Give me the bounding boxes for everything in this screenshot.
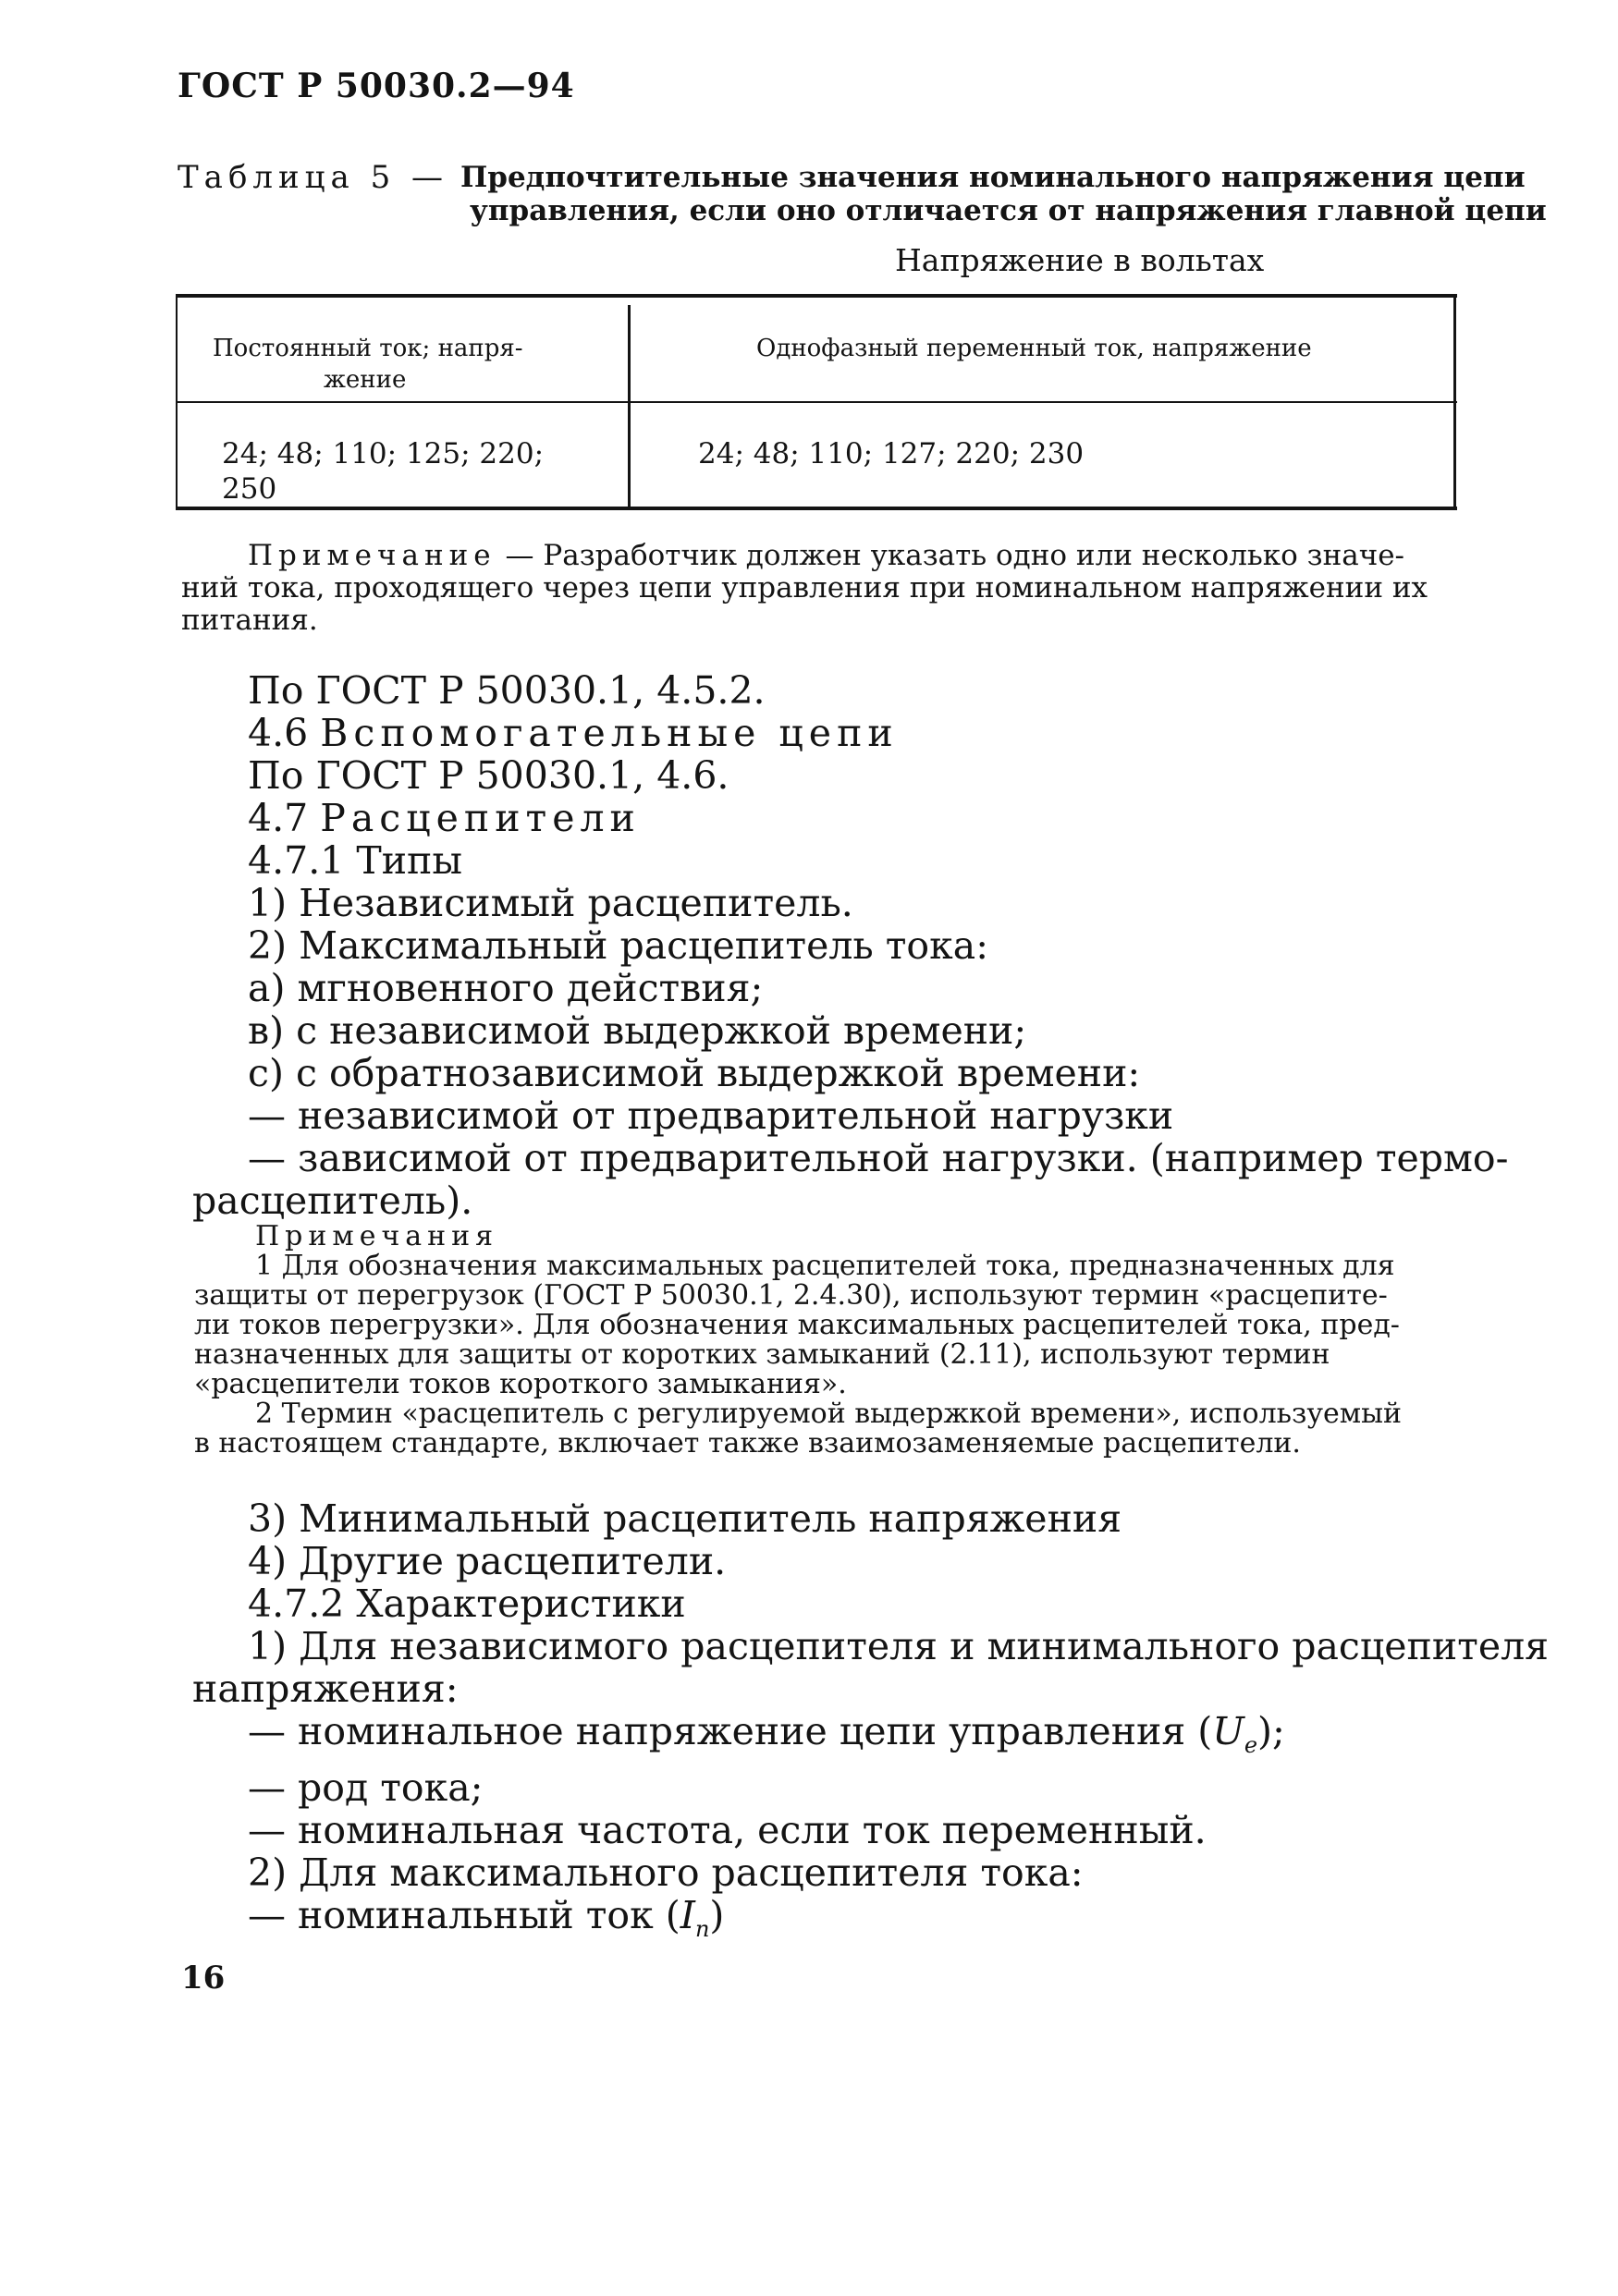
list-item: — номинальный ток $(I_n)$ — [248, 1893, 725, 1943]
table-title-line-2: управления, если оно отличается от напряжения главной цепи — [470, 194, 1547, 227]
note-line: в настоящем стандарте, включает также взаимозаменяемые расцепители. — [194, 1427, 1301, 1459]
table-column-rule — [628, 305, 631, 510]
list-item: с) с обратнозависимой выдержкой времени: — [248, 1051, 1141, 1095]
list-item: 1) Для независимого расцепителя и минимального расцепителя — [248, 1624, 1550, 1668]
cell-ac-values: 24; 48; 110; 127; 220; 230 — [698, 437, 1085, 470]
note-line: защиты от перегрузок (ГОСТ Р 50030.1, 2.4.30), используют термин «расцепите- — [194, 1279, 1388, 1312]
table-left-rule — [176, 294, 178, 510]
table-top-rule — [176, 294, 1457, 298]
section-heading: 4.7 Расцепители — [248, 796, 641, 840]
note-line: 2 Термин «расцепитель с регулируемой выдержкой времени», используемый — [255, 1398, 1402, 1430]
paragraph: По ГОСТ Р 50030.1, 4.5.2. — [248, 668, 766, 713]
table-bottom-rule — [176, 507, 1457, 510]
list-item: а) мгновенного действия; — [248, 966, 764, 1010]
list-item: — номинальная частота, если ток переменный. — [248, 1808, 1207, 1853]
paragraph: По ГОСТ Р 50030.1, 4.6. — [248, 753, 729, 798]
table-label: Таблица 5 — — [178, 159, 449, 196]
list-item: 2) Для максимального расцепителя тока: — [248, 1850, 1084, 1896]
column-header-ac: Однофазный переменный ток, напряжение — [756, 335, 1312, 362]
column-header-dc: Постоянный ток; напря- жение — [213, 335, 523, 394]
notes-title: Примечания — [255, 1220, 499, 1252]
notes — [194, 1220, 1402, 1459]
subsection-heading: 4.7.1 Типы — [248, 838, 462, 883]
cell-dc-values: 24; 48; 110; 125; 220; 250 — [222, 437, 545, 506]
list-item: 1) Независимый расцепитель. — [248, 881, 853, 925]
list-item: — род тока; — [248, 1765, 484, 1811]
note-line: назначенных для защиты от коротких замыканий (2.11), используют термин — [194, 1338, 1330, 1371]
table-title-line-1: Предпочтительные значения номинального напряжения цепи — [460, 161, 1526, 194]
table-units: Напряжение в вольтах — [895, 242, 1265, 278]
document-header: ГОСТ Р 50030.2—94 — [178, 67, 575, 105]
note-line: «расцепители токов короткого замыкания». — [194, 1368, 847, 1400]
table-right-rule — [1453, 294, 1456, 510]
list-item: 2) Максимальный расцепитель тока: — [248, 923, 989, 968]
table-note-label: Примечание — [248, 539, 496, 572]
subsection-heading: 4.7.2 Характеристики — [248, 1582, 686, 1626]
body-text-2 — [192, 1496, 1550, 1950]
list-item: — номинальное напряжение цепи управления $(U_e)$; — [248, 1709, 1285, 1759]
note-line: 1 Для обозначения максимальных расцепителей тока, предназначенных для — [255, 1250, 1395, 1282]
body-text — [192, 668, 1509, 1223]
list-item: — зависимой от предварительной нагрузки. (например термо- — [248, 1136, 1509, 1180]
list-item-continuation: расцепитель). — [192, 1179, 473, 1223]
section-heading: 4.6 Вспомогательные цепи — [248, 711, 899, 755]
table-note: Примечание — Разработчик должен указать одно или несколько значе- ний тока, проходящего через цепи управления при номинальном напряжении их питания. — [181, 539, 1428, 637]
list-item: 3) Минимальный расцепитель напряжения — [248, 1496, 1122, 1541]
note-line: ли токов перегрузки». Для обозначения максимальных расцепителей тока, пред- — [194, 1309, 1400, 1341]
list-item-continuation: напряжения: — [192, 1667, 459, 1711]
list-item: 4) Другие расцепители. — [248, 1539, 727, 1583]
page-number: 16 — [181, 1960, 226, 1997]
list-item: в) с независимой выдержкой времени; — [248, 1008, 1027, 1053]
list-item: — независимой от предварительной нагрузки — [248, 1093, 1174, 1138]
table-header-rule — [176, 401, 1457, 403]
